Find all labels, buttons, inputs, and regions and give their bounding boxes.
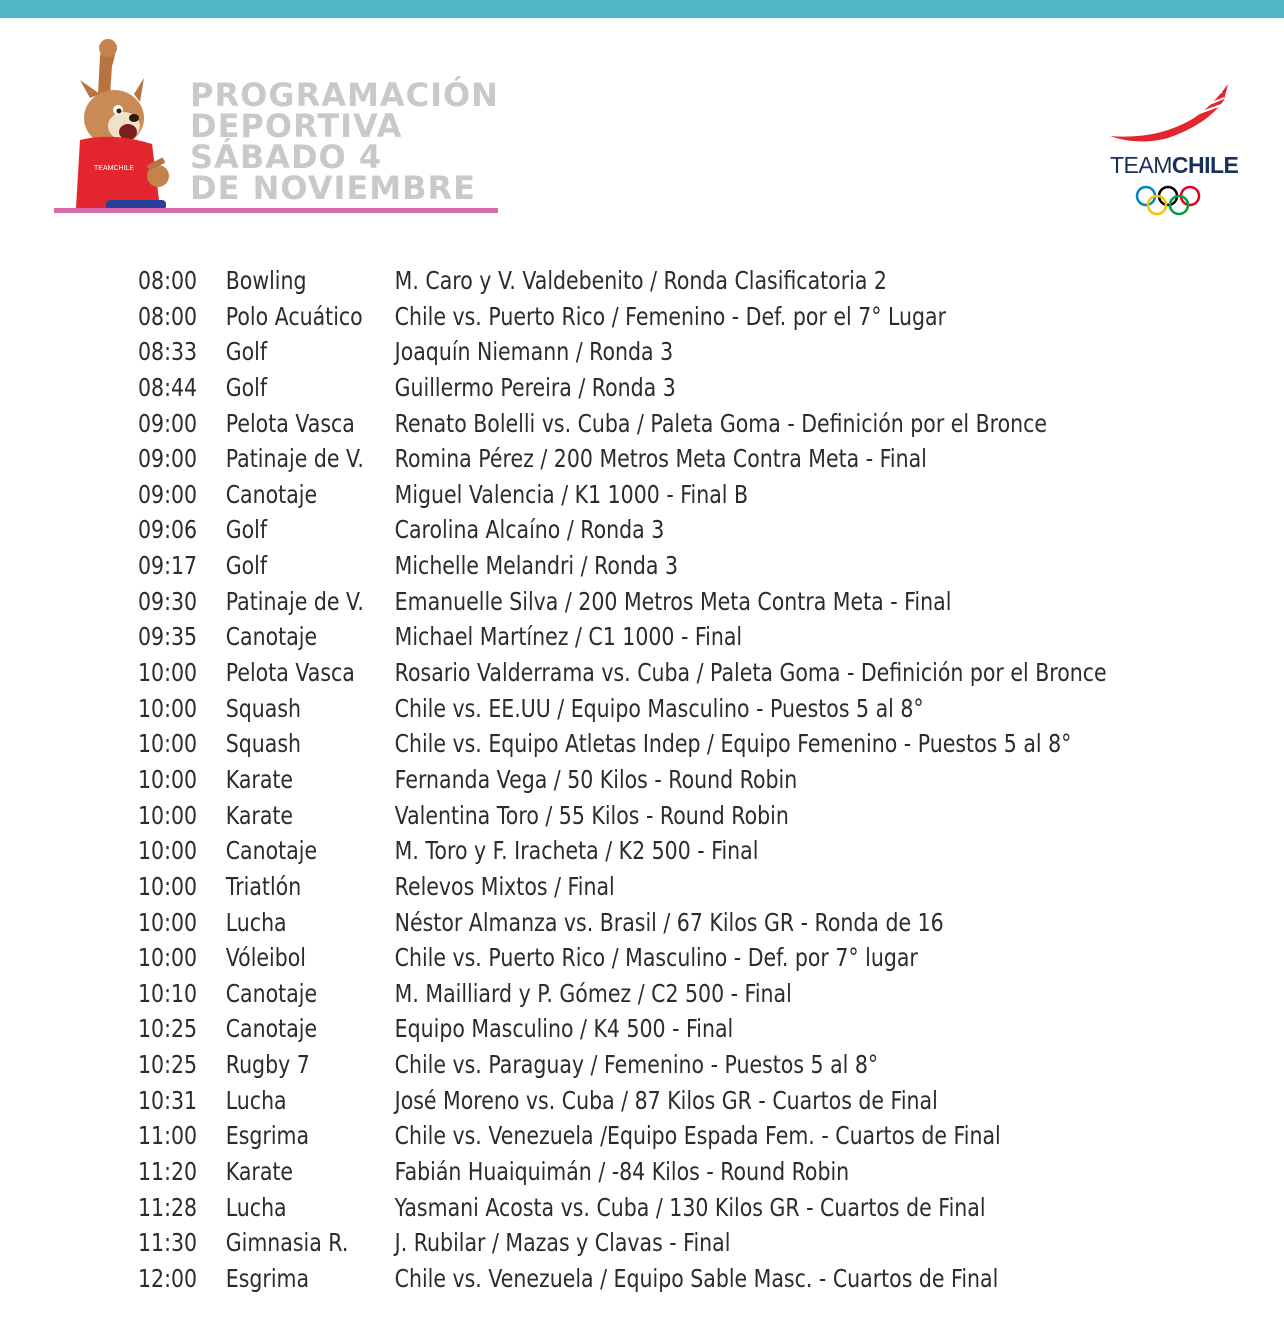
- schedule-row: [138, 302, 1056, 338]
- schedule-time: 11:20: [138, 1157, 198, 1187]
- schedule-time: 10:00: [138, 800, 198, 830]
- schedule-event: Rosario Valderrama vs. Cuba / Paleta Goma - Definición por el Bronce: [394, 658, 1107, 688]
- team-chile-logo: [1098, 78, 1238, 223]
- schedule-sport: Karate: [225, 1157, 294, 1187]
- schedule-row: [138, 1014, 1056, 1050]
- schedule-event: Miguel Valencia / K1 1000 - Final B: [394, 479, 749, 509]
- schedule-row: [138, 337, 1056, 373]
- schedule-time: 11:30: [138, 1228, 198, 1258]
- schedule-row: [138, 801, 1056, 837]
- schedule-sport: Bowling: [225, 266, 307, 295]
- schedule-time: 10:00: [138, 907, 198, 937]
- schedule-time: 10:00: [138, 658, 198, 688]
- title-line-2: DEPORTIVA: [190, 107, 403, 145]
- flame-emblem-icon: [1098, 78, 1238, 148]
- schedule-sport: Canotaje: [225, 479, 318, 509]
- schedule-event: J. Rubilar / Mazas y Clavas - Final: [394, 1228, 731, 1258]
- schedule-row: [138, 373, 1056, 409]
- schedule-sport: Squash: [225, 729, 302, 759]
- schedule-row: [138, 836, 1056, 872]
- schedule-row: [138, 587, 1056, 623]
- schedule-sport: Canotaje: [225, 978, 318, 1008]
- title-underline: [54, 208, 498, 213]
- schedule-event: Renato Bolelli vs. Cuba / Paleta Goma - Definición por el Bronce: [394, 408, 1048, 438]
- schedule-row: [138, 622, 1056, 658]
- schedule-time: 11:00: [138, 1121, 198, 1151]
- schedule-row: [138, 1228, 1056, 1264]
- schedule-row: [138, 872, 1056, 908]
- schedule-row: [138, 765, 1056, 801]
- schedule-sport: Golf: [225, 515, 268, 545]
- schedule-time: 09:00: [138, 408, 198, 438]
- schedule-event: Chile vs. Paraguay / Femenino - Puestos 5 al 8°: [394, 1050, 879, 1080]
- schedule-sport: Lucha: [225, 1085, 287, 1115]
- schedule-sport: Gimnasia R.: [225, 1228, 349, 1258]
- schedule-time: 10:25: [138, 1014, 198, 1044]
- schedule-event: Chile vs. EE.UU / Equipo Masculino - Puestos 5 al 8°: [394, 693, 924, 723]
- schedule-row: [138, 480, 1056, 516]
- schedule-event: Chile vs. Venezuela /Equipo Espada Fem. - Cuartos de Final: [394, 1121, 1001, 1151]
- wordmark-team: TEAM: [1110, 152, 1172, 178]
- schedule-row: [138, 979, 1056, 1015]
- schedule-list: [138, 266, 1258, 1300]
- schedule-event: Carolina Alcaíno / Ronda 3: [394, 515, 665, 545]
- mascot-illustration: [52, 36, 182, 214]
- wordmark-chile: CHILE: [1171, 152, 1239, 178]
- schedule-time: 08:44: [138, 372, 198, 402]
- schedule-sport: Esgrima: [225, 1263, 310, 1293]
- schedule-event: Yasmani Acosta vs. Cuba / 130 Kilos GR - Cuartos de Final: [394, 1192, 986, 1222]
- schedule-time: 08:00: [138, 266, 198, 295]
- schedule-time: 10:00: [138, 729, 198, 759]
- schedule-time: 10:25: [138, 1050, 198, 1080]
- schedule-row: [138, 729, 1072, 765]
- schedule-time: 09:35: [138, 622, 198, 652]
- schedule-sport: Golf: [225, 372, 268, 402]
- schedule-row: [138, 1050, 1056, 1086]
- schedule-time: 11:28: [138, 1192, 198, 1222]
- schedule-time: 10:00: [138, 764, 198, 794]
- schedule-time: 09:00: [138, 479, 198, 509]
- schedule-row: [138, 444, 1056, 480]
- schedule-event: Chile vs. Puerto Rico / Femenino - Def. por el 7° Lugar: [394, 301, 947, 331]
- schedule-sport: Pelota Vasca: [225, 658, 355, 688]
- schedule-sport: Lucha: [225, 1192, 287, 1222]
- schedule-row: [138, 694, 1056, 730]
- title-line-4: DE NOVIEMBRE: [190, 169, 476, 207]
- schedule-sport: Squash: [225, 693, 302, 723]
- olympic-rings-icon: [1134, 184, 1204, 218]
- schedule-row: [138, 908, 1056, 944]
- schedule-sport: Polo Acuático: [225, 301, 363, 331]
- schedule-event: Guillermo Pereira / Ronda 3: [394, 372, 676, 402]
- schedule-sport: Canotaje: [225, 622, 318, 652]
- schedule-event: Néstor Almanza vs. Brasil / 67 Kilos GR - Ronda de 16: [394, 907, 944, 937]
- schedule-event: Michael Martínez / C1 1000 - Final: [394, 622, 743, 652]
- schedule-sport: Rugby 7: [225, 1050, 310, 1080]
- team-chile-wordmark: [1110, 152, 1238, 179]
- schedule-row: [138, 943, 1056, 979]
- schedule-event: Fernanda Vega / 50 Kilos - Round Robin: [394, 764, 798, 794]
- schedule-sport: Karate: [225, 800, 294, 830]
- schedule-sport: Vóleibol: [225, 943, 306, 973]
- top-accent-bar: [0, 0, 1284, 18]
- schedule-event: Romina Pérez / 200 Metros Meta Contra Meta - Final: [394, 444, 927, 474]
- schedule-sport: Patinaje de V.: [225, 586, 364, 616]
- schedule-sport: Canotaje: [225, 836, 318, 866]
- schedule-time: 09:30: [138, 586, 198, 616]
- schedule-sport: Patinaje de V.: [225, 444, 364, 474]
- schedule-sport: Esgrima: [225, 1121, 310, 1151]
- schedule-event: Relevos Mixtos / Final: [394, 871, 615, 901]
- schedule-event: Chile vs. Puerto Rico / Masculino - Def. por 7° lugar: [394, 943, 918, 973]
- schedule-event: Valentina Toro / 55 Kilos - Round Robin: [394, 800, 789, 830]
- schedule-event: José Moreno vs. Cuba / 87 Kilos GR - Cuartos de Final: [394, 1085, 938, 1115]
- schedule-row: [138, 1121, 1056, 1157]
- schedule-event: M. Mailliard y P. Gómez / C2 500 - Final: [394, 978, 792, 1008]
- schedule-time: 10:00: [138, 693, 198, 723]
- schedule-row: [138, 1157, 1056, 1193]
- title-line-3: SÁBADO 4: [190, 138, 383, 176]
- page-title: [190, 76, 499, 207]
- schedule-row: [138, 1264, 1056, 1300]
- schedule-row: [138, 658, 1107, 694]
- schedule-row: [138, 1193, 1056, 1229]
- schedule-event: Fabián Huaiquimán / -84 Kilos - Round Robin: [394, 1157, 850, 1187]
- schedule-row: [138, 266, 1056, 302]
- schedule-time: 08:33: [138, 337, 198, 367]
- schedule-sport: Lucha: [225, 907, 287, 937]
- schedule-row: [138, 515, 1056, 551]
- schedule-time: 10:31: [138, 1085, 198, 1115]
- schedule-event: Equipo Masculino / K4 500 - Final: [394, 1014, 734, 1044]
- schedule-sport: Golf: [225, 551, 268, 581]
- schedule-event: M. Caro y V. Valdebenito / Ronda Clasificatoria 2: [394, 266, 887, 295]
- schedule-event: M. Toro y F. Iracheta / K2 500 - Final: [394, 836, 759, 866]
- schedule-event: Joaquín Niemann / Ronda 3: [394, 337, 674, 367]
- schedule-sport: Golf: [225, 337, 268, 367]
- schedule-time: 09:17: [138, 551, 198, 581]
- schedule-sport: Triatlón: [225, 871, 302, 901]
- schedule-sport: Karate: [225, 764, 294, 794]
- title-line-1: PROGRAMACIÓN: [190, 76, 499, 114]
- schedule-time: 10:00: [138, 943, 198, 973]
- schedule-time: 10:00: [138, 836, 198, 866]
- schedule-sport: Canotaje: [225, 1014, 318, 1044]
- mascot-shirt-text: TEAMCHILE: [94, 165, 135, 172]
- schedule-time: 08:00: [138, 301, 198, 331]
- schedule-time: 10:00: [138, 871, 198, 901]
- schedule-event: Michelle Melandri / Ronda 3: [394, 551, 679, 581]
- schedule-time: 12:00: [138, 1263, 198, 1293]
- schedule-row: [138, 551, 1056, 587]
- schedule-row: [138, 409, 1056, 445]
- schedule-row: [138, 1086, 1056, 1122]
- schedule-sport: Pelota Vasca: [225, 408, 355, 438]
- schedule-time: 09:06: [138, 515, 198, 545]
- schedule-time: 09:00: [138, 444, 198, 474]
- schedule-event: Emanuelle Silva / 200 Metros Meta Contra Meta - Final: [394, 586, 952, 616]
- schedule-time: 10:10: [138, 978, 198, 1008]
- schedule-event: Chile vs. Equipo Atletas Indep / Equipo Femenino - Puestos 5 al 8°: [394, 729, 1072, 759]
- schedule-event: Chile vs. Venezuela / Equipo Sable Masc. - Cuartos de Final: [394, 1263, 999, 1293]
